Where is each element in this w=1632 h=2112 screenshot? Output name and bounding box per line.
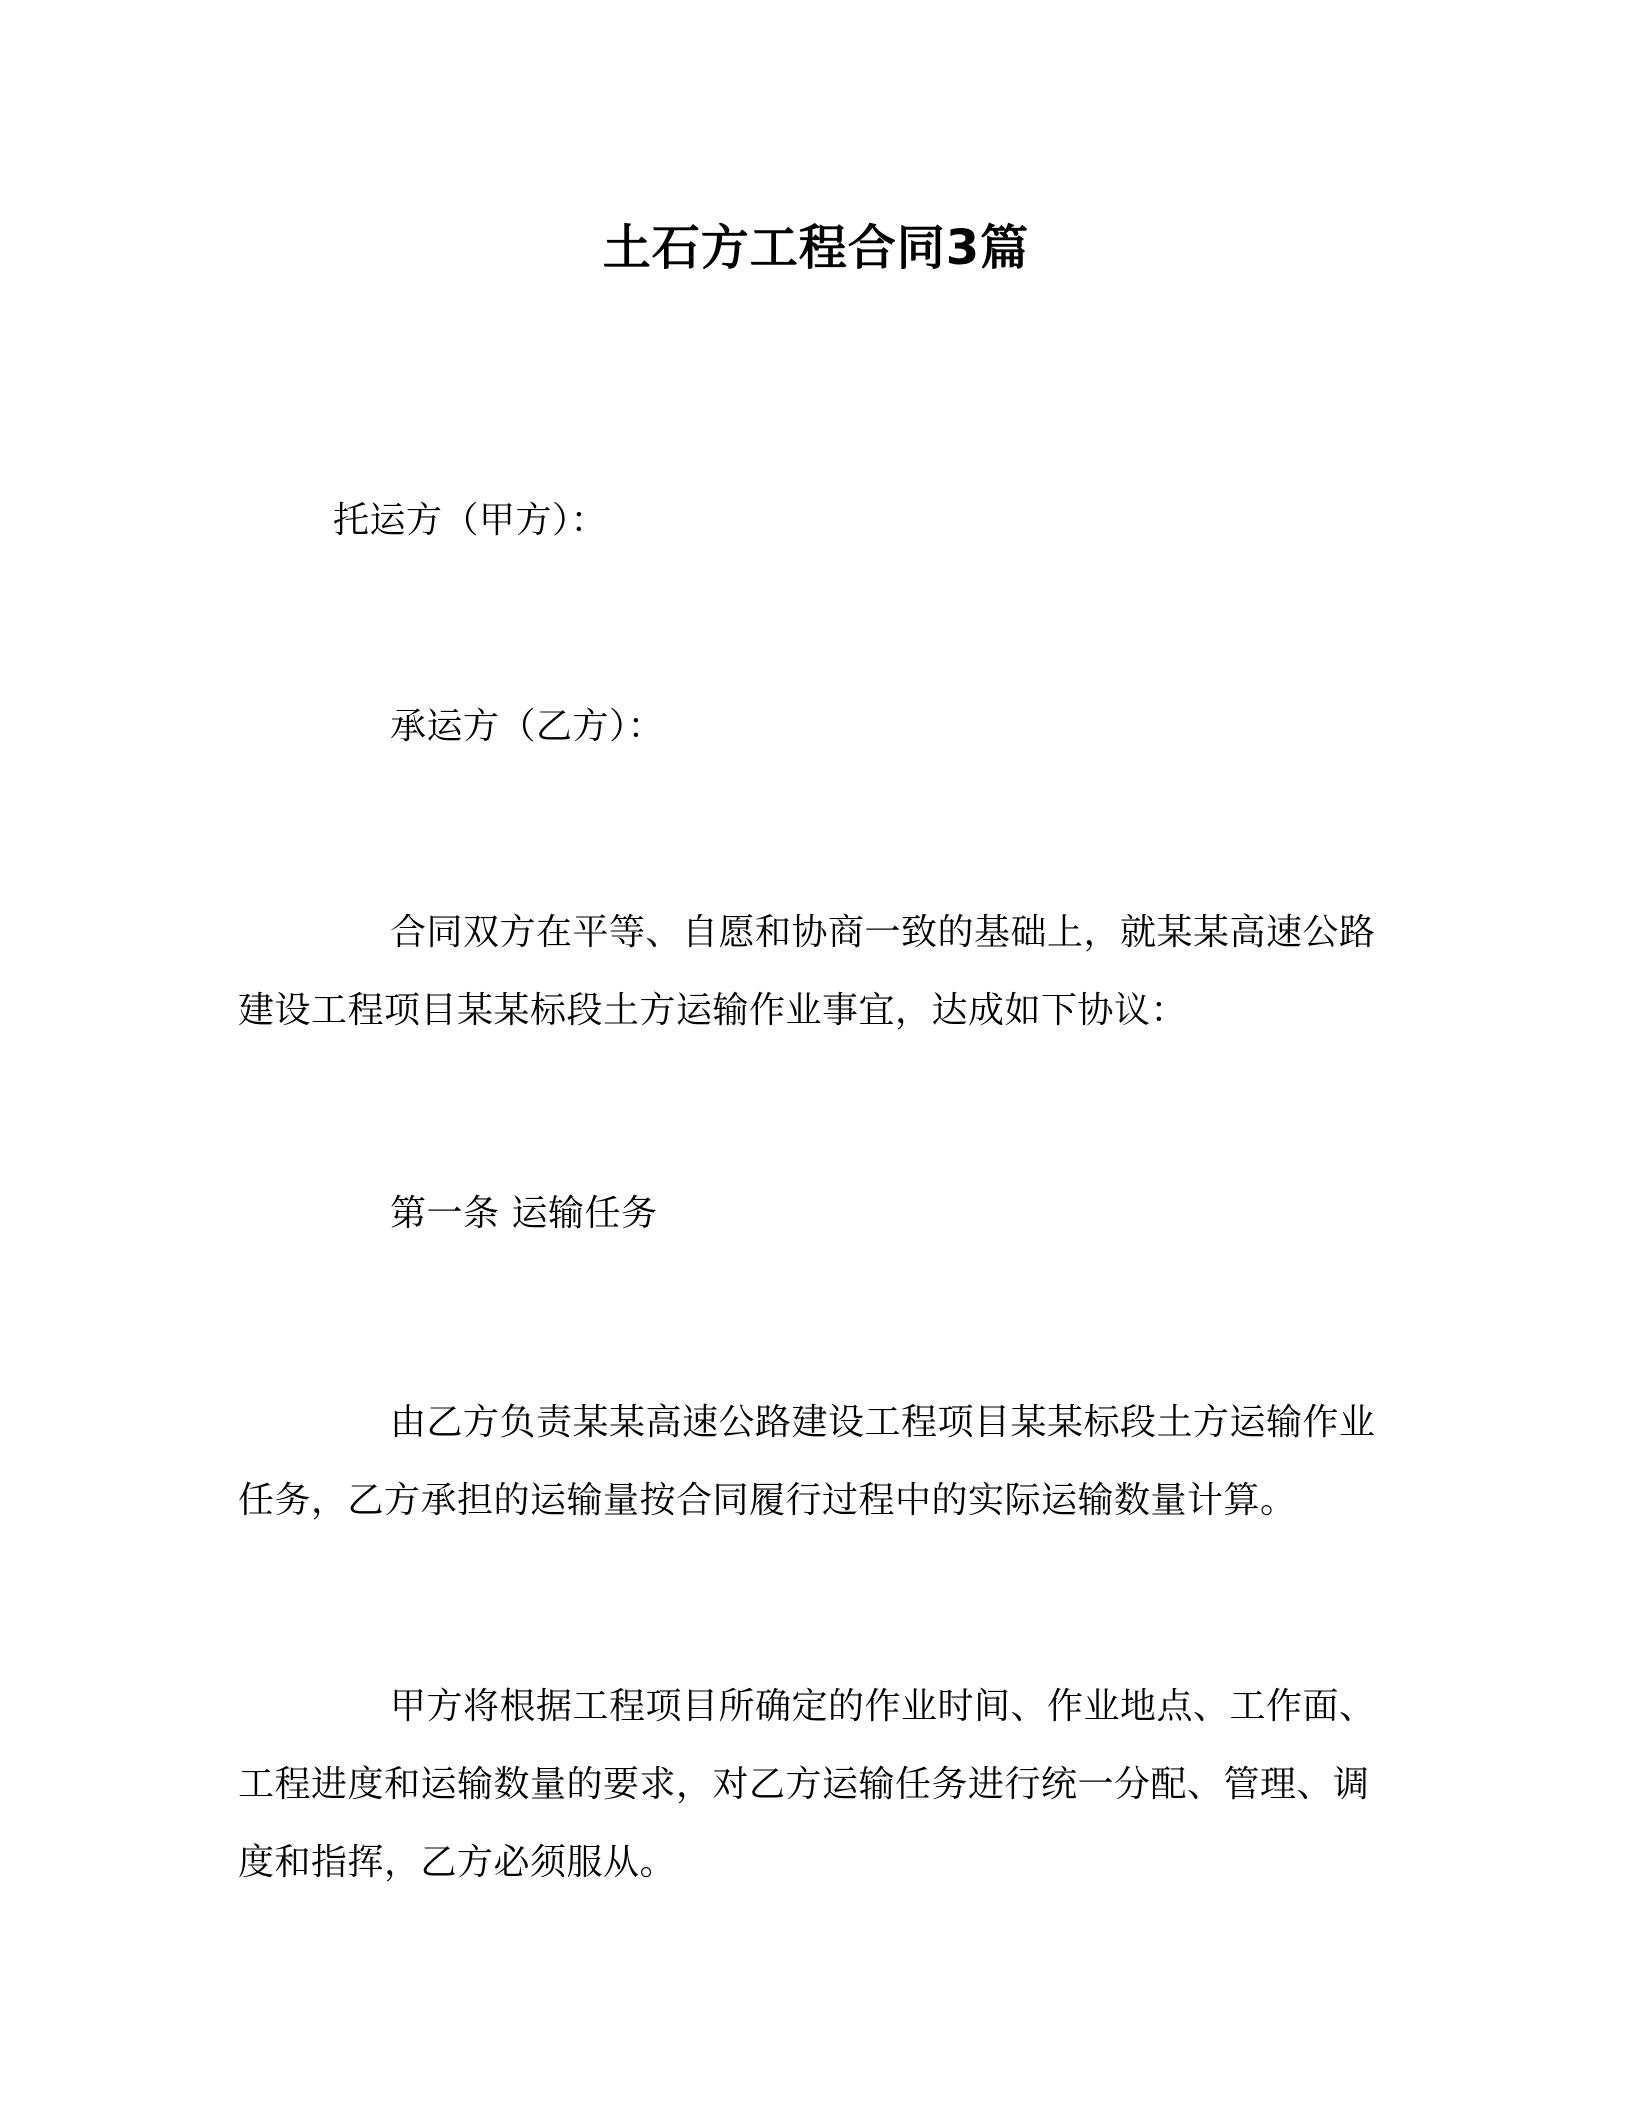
article-1-paragraph-1: 由乙方负责某某高速公路建设工程项目某某标段土方运输作业任务，乙方承担的运输量按合同履行过程中的实际运输数量计算。 [238,1402,1376,1521]
party-b-label: 承运方（乙方）： [390,706,665,747]
article-1-paragraph-2: 甲方将根据工程项目所确定的作业时间、作业地点、工作面、工程进度和运输数量的要求，对乙方运输任务进行统一分配、管理、调度和指挥，乙方必须服从。 [238,1686,1376,1883]
intro-paragraph: 合同双方在平等、自愿和协商一致的基础上，就某某高速公路建设工程项目某某标段土方运输作业事宜，达成如下协议： [238,912,1376,1031]
party-a-label: 托运方（甲方）： [333,500,608,541]
article-1-heading: 第一条 运输任务 [390,1193,658,1234]
document-title: 土石方工程合同3篇 [602,220,1030,276]
